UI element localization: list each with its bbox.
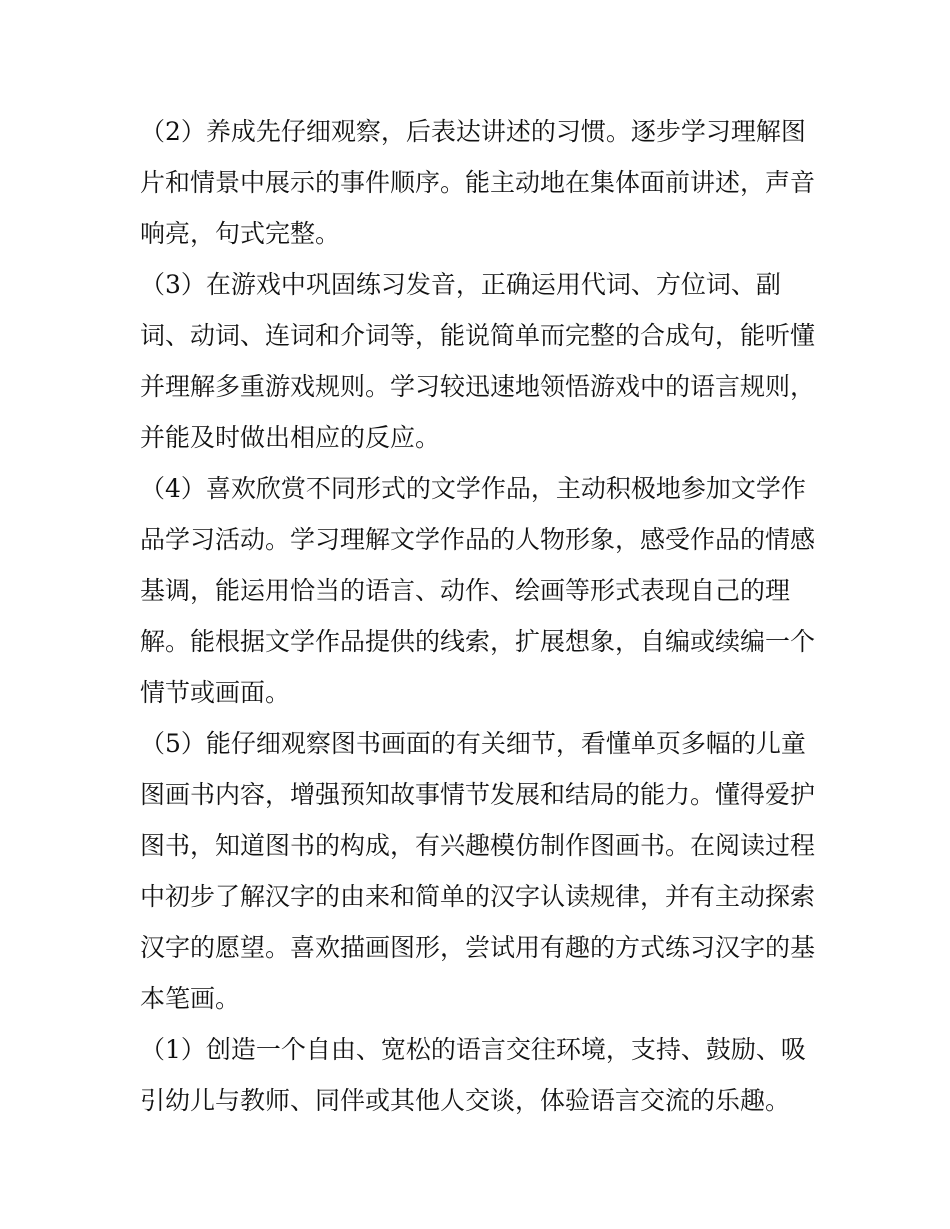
paragraph-item-1 — [140, 1024, 820, 1126]
text-line: 品学习活动。学习理解文学作品的人物形象，感受作品的情感 — [140, 525, 816, 554]
text-line: （5）能仔细观察图书画面的有关细节，看懂单页多幅的儿童 — [140, 729, 806, 758]
text-line: 情节或画面。 — [140, 678, 291, 707]
paragraph-item-3 — [140, 259, 820, 463]
document-body — [140, 106, 820, 1126]
text-line: （2）养成先仔细观察，后表达讲述的习惯。逐步学习理解图 — [140, 117, 806, 146]
paragraph-item-5 — [140, 718, 820, 1024]
text-line: 图画书内容，增强预知故事情节发展和结局的能力。懂得爱护 — [140, 780, 816, 809]
text-line: 图书，知道图书的构成，有兴趣模仿制作图画书。在阅读过程 — [140, 831, 816, 860]
text-line: 并理解多重游戏规则。学习较迅速地领悟游戏中的语言规则， — [140, 372, 816, 401]
text-line: （1）创造一个自由、宽松的语言交往环境，支持、鼓励、吸 — [140, 1035, 806, 1064]
text-line: 本笔画。 — [140, 984, 241, 1013]
text-line: 解。能根据文学作品提供的线索，扩展想象，自编或续编一个 — [140, 627, 816, 656]
text-line: 汉字的愿望。喜欢描画图形，尝试用有趣的方式练习汉字的基 — [140, 933, 816, 962]
paragraph-item-2 — [140, 106, 820, 259]
text-line: （4）喜欢欣赏不同形式的文学作品，主动积极地参加文学作 — [140, 474, 806, 503]
text-line: 并能及时做出相应的反应。 — [140, 423, 441, 452]
text-line: 引幼儿与教师、同伴或其他人交谈，体验语言交流的乐趣。 — [140, 1086, 791, 1115]
text-line: 词、动词、连词和介词等，能说简单而完整的合成句，能听懂 — [140, 321, 816, 350]
text-line: （3）在游戏中巩固练习发音，正确运用代词、方位词、副 — [140, 270, 781, 299]
text-line: 基调，能运用恰当的语言、动作、绘画等形式表现自己的理 — [140, 576, 791, 605]
text-line: 响亮，句式完整。 — [140, 219, 341, 248]
text-line: 中初步了解汉字的由来和简单的汉字认读规律，并有主动探索 — [140, 882, 816, 911]
text-line: 片和情景中展示的事件顺序。能主动地在集体面前讲述，声音 — [140, 168, 816, 197]
paragraph-item-4 — [140, 463, 820, 718]
